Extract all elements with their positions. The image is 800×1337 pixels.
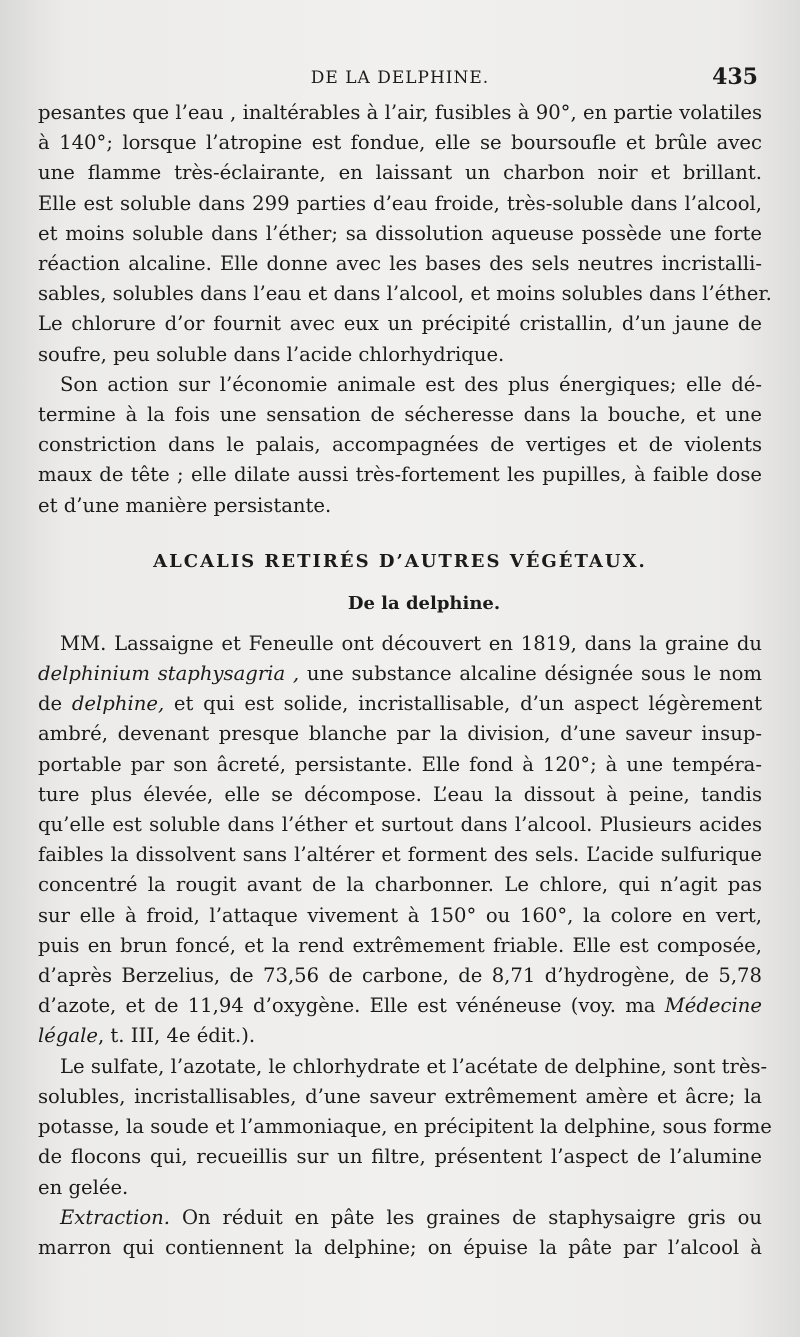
italic-term: Extraction.: [60, 1205, 171, 1229]
paragraph-extraction: [38, 1203, 762, 1263]
text-line: à 140°; lorsque l’atropine est fondue, elle se boursoufle et brûle avec: [38, 131, 762, 155]
text-line: Elle est soluble dans 299 parties d’eau froide, très-soluble dans l’alcool,: [38, 191, 762, 215]
text-span: On réduit en pâte les graines de staphysaigre gris ou: [170, 1205, 762, 1229]
text-span: une substance alcaline désignée sous le nom: [299, 662, 762, 686]
text-line: et moins soluble dans l’éther; sa dissolution aqueuse possède une forte: [38, 221, 762, 245]
text-line: de flocons qui, recueillis sur un filtre, présentent l’aspect de l’alumine: [38, 1145, 762, 1169]
text-line: constriction dans le palais, accompagnées de vertiges et de violents: [38, 433, 762, 457]
page-header: [40, 64, 760, 94]
text-line: [38, 1203, 762, 1233]
text-line: [38, 991, 762, 1021]
text-span: et qui est solide, incristallisable, d’un aspect légèrement: [164, 692, 762, 716]
paragraph-delphine-salts: [38, 1052, 772, 1203]
italic-term: légale: [38, 1024, 98, 1048]
text-line: d’après Berzelius, de 73,56 de carbone, de 8,71 d’hydrogène, de 5,78: [38, 964, 762, 988]
italic-term: delphine,: [71, 692, 165, 716]
text-line: et d’une manière persistante.: [38, 493, 332, 517]
text-line: soufre, peu soluble dans l’acide chlorhydrique.: [38, 342, 505, 366]
paragraph-delphine-discovery: [38, 629, 762, 1052]
section-title: ALCALIS RETIRÉS D’AUTRES VÉGÉTAUX.: [153, 550, 647, 572]
text-line: [38, 659, 762, 689]
page-body: [38, 98, 772, 1263]
text-span: , t. III, 4e édit.).: [97, 1024, 256, 1048]
text-line: marron qui contiennent la delphine; on épuise la pâte par l’alcool à: [38, 1235, 762, 1259]
text-line: portable par son âcreté, persistante. Elle fond à 120°; à une tempéra-: [38, 752, 762, 776]
text-line: sables, solubles dans l’eau et dans l’alcool, et moins solubles dans l’éther.: [38, 282, 772, 306]
text-line: ture plus élevée, elle se décompose. L’eau la dissout à peine, tandis: [38, 782, 762, 806]
paragraph-atropine-action: [38, 370, 762, 521]
text-line: faibles la dissolvent sans l’altérer et forment des sels. L’acide sulfurique: [38, 843, 762, 867]
text-line: termine à la fois une sensation de sécheresse dans la bouche, et une: [38, 403, 762, 427]
text-line: maux de tête ; elle dilate aussi très-fortement les pupilles, à faible dose: [38, 463, 762, 487]
text-line: une flamme très-éclairante, en laissant un charbon noir et brillant.: [38, 161, 762, 185]
text-line: sur elle à froid, l’attaque vivement à 150° ou 160°, la colore en vert,: [38, 903, 762, 927]
text-span: de: [38, 692, 72, 716]
text-line: réaction alcaline. Elle donne avec les bases des sels neutres incristalli-: [38, 252, 762, 276]
text-line: solubles, incristallisables, d’une saveur extrêmement amère et âcre; la: [38, 1084, 762, 1108]
text-line: pesantes que l’eau , inaltérables à l’air, fusibles à 90°, en partie volatiles: [38, 101, 762, 124]
text-line: ambré, devenant presque blanche par la division, d’une saveur insup-: [38, 722, 762, 746]
text-line: Son action sur l’économie animale est des plus énergiques; elle dé-: [60, 372, 762, 396]
subsection-title: De la delphine.: [347, 592, 501, 614]
text-line: puis en brun foncé, et la rend extrêmement friable. Elle est composée,: [38, 933, 762, 957]
text-line: [38, 689, 762, 719]
text-line: MM. Lassaigne et Feneulle ont découvert en 1819, dans la graine du: [60, 631, 762, 655]
text-line: en gelée.: [38, 1175, 129, 1199]
paragraph-atropine-properties: [38, 98, 772, 370]
italic-term: delphinium staphysagria ,: [38, 662, 300, 686]
text-line: potasse, la soude et l’ammoniaque, en précipitent la delphine, sous forme: [38, 1115, 772, 1139]
running-head: DE LA DELPHINE.: [310, 68, 490, 88]
italic-term: Médecine: [664, 994, 762, 1018]
text-line: Le sulfate, l’azotate, le chlorhydrate et l’acétate de delphine, sont très-: [60, 1054, 768, 1078]
text-line: [38, 1021, 762, 1051]
text-line: Le chlorure d’or fournit avec eux un précipité cristallin, d’un jaune de: [38, 312, 762, 336]
text-span: d’azote, et de 11,94 d’oxygène. Elle est vénéneuse (voy. ma: [38, 994, 665, 1018]
page-number: 435: [712, 64, 758, 90]
text-line: concentré la rougit avant de la charbonner. Le chlore, qui n’agit pas: [38, 873, 762, 897]
text-line: qu’elle est soluble dans l’éther et surtout dans l’alcool. Plusieurs acides: [38, 813, 762, 837]
